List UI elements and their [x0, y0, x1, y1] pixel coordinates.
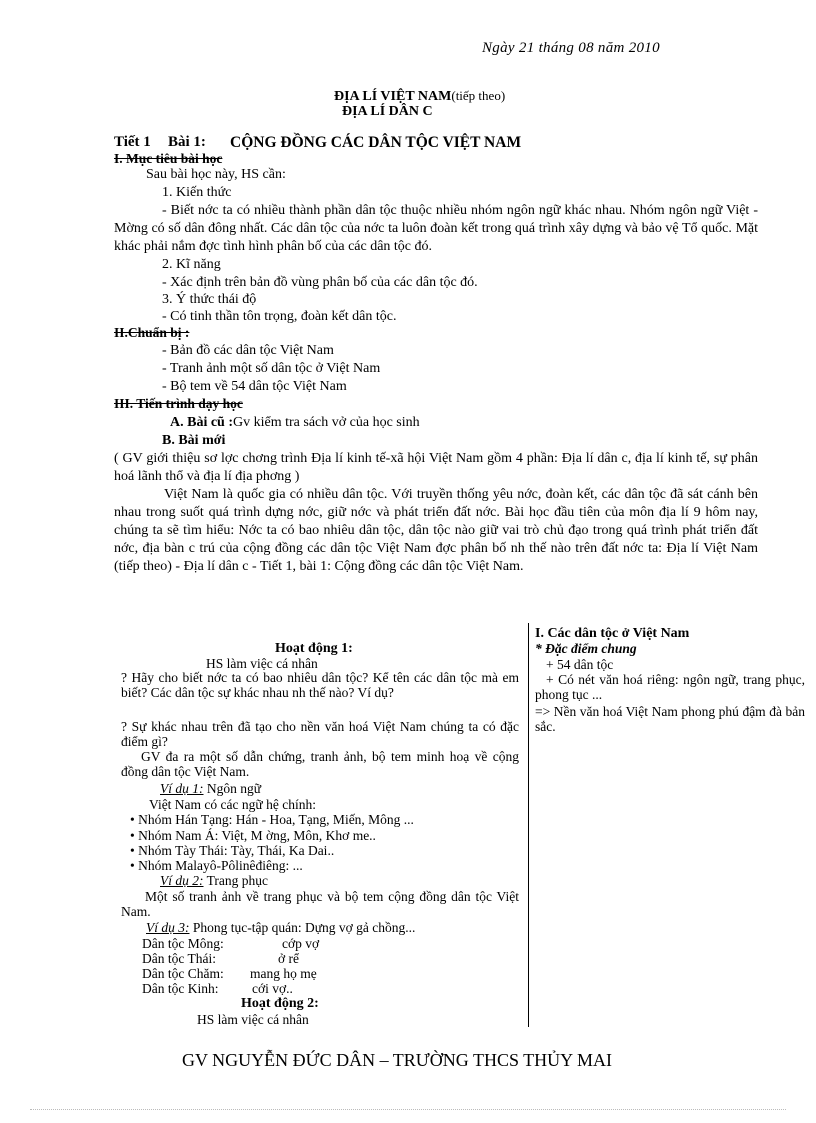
footer-text: GV NGUYỄN ĐỨC DÂN – TRƯỜNG THCS THỦY MAI — [182, 1050, 612, 1070]
section2-heading: II.Chuẩn bị : — [114, 325, 190, 340]
custom-practice: cớp vợ — [282, 936, 320, 951]
activity2-heading: Hoạt động 2: — [241, 996, 319, 1011]
custom-ethnic: Dân tộc Mông: — [142, 936, 224, 951]
section1-p3: - Có tinh thần tôn trọng, đoàn kết dân tộc. — [162, 309, 397, 324]
activity2-sub: HS làm việc cá nhân — [197, 1012, 309, 1027]
example1-line — [160, 781, 261, 796]
date-line: Ngày 21 tháng 08 năm 2010 — [482, 40, 660, 56]
example1-intro: Việt Nam có các ngữ hệ chính: — [149, 797, 316, 812]
section1-p1: - Biết nớc ta có nhiều thành phần dân tộc thuộc nhiều nhóm ngôn ngữ khác nhau. Nhóm ngôn ngữ Việt - Mờng có số dân đông nhất. Các dân tộc của nớc ta luôn đoàn kết trong quá trình xây dựng và bảo vệ Tổ quốc. Mặt khác phải nắm đợc tình hình phân bố của các dân tộc đó. — [114, 203, 758, 254]
title-main-line — [334, 88, 505, 105]
custom-practice: ở rể — [278, 951, 300, 966]
section1-p2: - Xác định trên bản đồ vùng phân bố của các dân tộc đó. — [162, 275, 478, 290]
section3-intro: ( GV giới thiệu sơ lợc chơng trình Địa lí kinh tế-xã hội Việt Nam gồm 4 phần: Địa lí dân c, địa lí kinh tế, sự phân hoá lãnh thổ và địa lí địa phơng ) — [114, 451, 758, 484]
section2-item: - Tranh ảnh một số dân tộc ở Việt Nam — [162, 361, 381, 376]
section3-heading: III. Tiến trình dạy học — [114, 396, 243, 411]
example2-label: Ví dụ 2: — [160, 873, 204, 888]
example1-label: Ví dụ 1: — [160, 781, 204, 796]
example1-text: Ngôn ngữ — [206, 781, 262, 796]
custom-ethnic: Dân tộc Thái: — [142, 951, 216, 966]
section1-h1: 1. Kiến thức — [162, 185, 232, 200]
page-title: ĐỊA LÍ VIỆT NAM — [334, 89, 452, 104]
lesson-bai: Bài 1: — [168, 134, 206, 150]
example2-para: Một số tranh ảnh về trang phục và bộ tem cộng đồng dân tộc Việt Nam. — [121, 889, 519, 919]
custom-row — [142, 966, 317, 981]
right-line: => Nền văn hoá Việt Nam phong phú đậm đà bản sắc. — [535, 704, 805, 734]
section1-h2: 2. Kĩ năng — [162, 257, 221, 272]
activity1-heading: Hoạt động 1: — [275, 641, 353, 656]
custom-ethnic: Dân tộc Chăm: — [142, 966, 224, 981]
section1-heading: I. Mục tiêu bài học — [114, 151, 223, 166]
example2-line — [160, 873, 268, 888]
title-suffix: (tiếp theo) — [451, 88, 506, 103]
right-heading: I. Các dân tộc ở Việt Nam — [535, 626, 690, 641]
custom-practice: cới vợ.. — [252, 981, 293, 996]
section2-item: - Bộ tem về 54 dân tộc Việt Nam — [162, 379, 347, 394]
column-divider — [528, 623, 529, 1027]
language-bullet: • Nhóm Malayô-Pôlinêđiêng: ... — [130, 858, 303, 873]
language-bullet: • Nhóm Nam Á: Việt, M ờng, Môn, Khơ me.. — [130, 828, 376, 843]
question-1: ? Hãy cho biết nớc ta có bao nhiêu dân tộc? Kể tên các dân tộc mà em biết? Các dân tộc sự khác nhau nh thế nào? Ví dụ? — [121, 670, 519, 700]
section3-para: Việt Nam là quốc gia có nhiều dân tộc. Với truyền thống yêu nớc, đoàn kết, các dân tộc đã sát cánh bên nhau trong suốt quá trình dựng nớc, giữ nớc và phát triển đất nớc. Bài học đầu tiên của môn địa lí 9 hôm nay, chúng ta sẽ tìm hiểu: Nớc ta có bao nhiêu dân tộc, dân tộc nào giữ vai trò chủ đạo trong quá trình phát triển đất nớc, địa bàn c trú của cộng đồng các dân tộc Việt Nam đợc phân bố nh thế nào trên đất nớc ta: Địa lí Việt Nam (tiếp theo) - Địa lí dân c - Tiết 1, bài 1: Cộng đồng các dân tộc Việt Nam. — [114, 487, 758, 574]
activity1-sub: HS làm việc cá nhân — [206, 656, 318, 671]
lesson-name: CỘNG ĐỒNG CÁC DÂN TỘC VIỆT NAM — [230, 134, 522, 151]
page-subtitle: ĐỊA LÍ DÂN C — [342, 104, 433, 119]
gv-note: GV đa ra một số dẫn chứng, tranh ảnh, bộ tem minh hoạ về cộng đồng dân tộc Việt Nam. — [121, 749, 519, 779]
custom-row — [142, 981, 293, 996]
question-2: ? Sự khác nhau trên đã tạo cho nền văn hoá Việt Nam chúng ta có đặc điểm gì? — [121, 719, 519, 749]
example3-line — [146, 920, 415, 935]
section3-a-label: A. Bài cũ : — [170, 415, 233, 430]
language-bullet: • Nhóm Tày Thái: Tày, Thái, Ka Dai.. — [130, 843, 335, 858]
right-line: + 54 dân tộc — [546, 657, 614, 672]
custom-practice: mang họ mẹ — [250, 966, 317, 981]
language-bullet: • Nhóm Hán Tạng: Hán - Hoa, Tạng, Miến, Mông ... — [130, 812, 414, 827]
custom-row — [142, 936, 319, 951]
section2-item: - Bản đồ các dân tộc Việt Nam — [162, 343, 334, 358]
example3-label: Ví dụ 3: — [146, 920, 190, 935]
footer-dotted-line — [30, 1109, 786, 1110]
right-line: + Có nét văn hoá riêng: ngôn ngữ, trang phục, phong tục ... — [535, 672, 805, 702]
example3-text: Phong tục-tập quán: Dựng vợ gả chồng... — [192, 920, 416, 935]
lesson-tiet: Tiết 1 — [114, 134, 151, 150]
right-subheading: * Đặc điểm chung — [535, 641, 637, 656]
custom-row — [142, 951, 299, 966]
section1-intro: Sau bài học này, HS cần: — [146, 167, 286, 182]
example2-text: Trang phục — [206, 873, 269, 888]
section3-a-line — [170, 414, 420, 432]
section3-a-text: Gv kiểm tra sách vở của học sinh — [233, 415, 420, 430]
section3-b-label: B. Bài mới — [162, 433, 226, 448]
custom-ethnic: Dân tộc Kinh: — [142, 981, 219, 996]
section1-h3: 3. Ý thức thái độ — [162, 292, 257, 307]
